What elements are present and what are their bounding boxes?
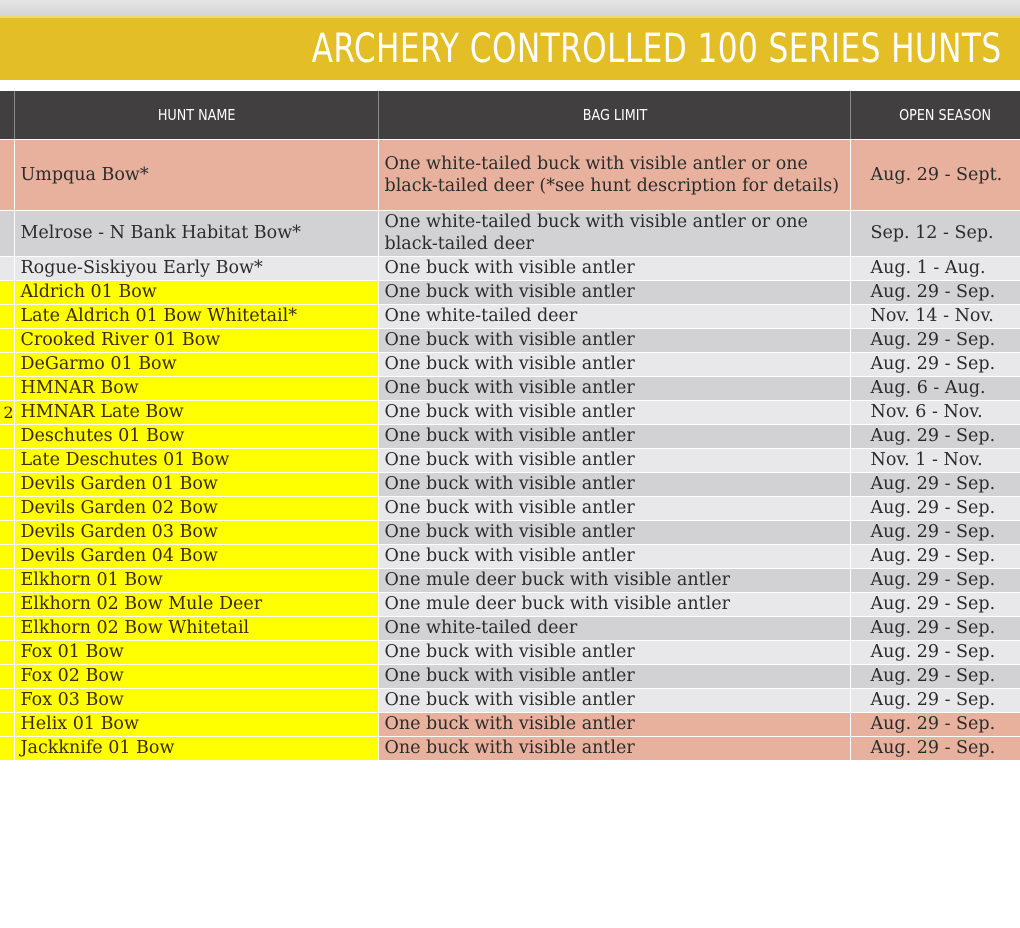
table-row — [0, 400, 1020, 424]
hunts-table — [0, 140, 1020, 761]
hunt-name-cell: HMNAR Bow — [14, 376, 378, 400]
open-season-cell: Aug. 29 - Sep. — [850, 520, 1020, 544]
unit-cell — [0, 448, 14, 472]
table-row — [0, 736, 1020, 760]
open-season-cell: Aug. 29 - Sep. — [850, 280, 1020, 304]
header-open-season: OPEN SEASON — [850, 91, 1020, 139]
unit-cell — [0, 256, 14, 280]
bag-limit-cell: One buck with visible antler — [378, 664, 850, 688]
hunt-name-cell: Elkhorn 02 Bow Mule Deer — [14, 592, 378, 616]
bag-limit-cell: One buck with visible antler — [378, 712, 850, 736]
unit-cell — [0, 304, 14, 328]
table-row — [0, 424, 1020, 448]
hunt-name-cell: Rogue-Siskiyou Early Bow* — [14, 256, 378, 280]
open-season-cell: Nov. 14 - Nov. — [850, 304, 1020, 328]
hunt-name-cell: Fox 03 Bow — [14, 688, 378, 712]
table-row — [0, 592, 1020, 616]
hunt-name-cell: Late Deschutes 01 Bow — [14, 448, 378, 472]
open-season-cell: Aug. 6 - Aug. — [850, 376, 1020, 400]
hunt-name-cell: Umpqua Bow* — [14, 140, 378, 210]
bag-limit-cell: One white-tailed deer — [378, 304, 850, 328]
unit-cell — [0, 568, 14, 592]
table-row — [0, 520, 1020, 544]
open-season-cell: Aug. 29 - Sep. — [850, 424, 1020, 448]
bag-limit-cell: One buck with visible antler — [378, 424, 850, 448]
open-season-cell: Aug. 29 - Sep. — [850, 496, 1020, 520]
unit-cell — [0, 592, 14, 616]
open-season-cell: Aug. 29 - Sep. — [850, 544, 1020, 568]
open-season-cell: Nov. 1 - Nov. — [850, 448, 1020, 472]
bag-limit-cell: One buck with visible antler — [378, 256, 850, 280]
bag-limit-cell: One buck with visible antler — [378, 448, 850, 472]
header-bag-limit: BAG LIMIT — [378, 91, 850, 139]
bag-limit-cell: One buck with visible antler — [378, 688, 850, 712]
table-row — [0, 544, 1020, 568]
open-season-cell: Aug. 29 - Sep. — [850, 688, 1020, 712]
title-banner — [0, 16, 1020, 80]
hunt-name-cell: DeGarmo 01 Bow — [14, 352, 378, 376]
table-row — [0, 328, 1020, 352]
unit-cell — [0, 688, 14, 712]
unit-cell — [0, 664, 14, 688]
table-row — [0, 640, 1020, 664]
table-row — [0, 304, 1020, 328]
table-row — [0, 664, 1020, 688]
unit-cell — [0, 328, 14, 352]
unit-cell — [0, 376, 14, 400]
hunt-name-cell: Deschutes 01 Bow — [14, 424, 378, 448]
open-season-cell: Aug. 29 - Sep. — [850, 568, 1020, 592]
unit-cell — [0, 520, 14, 544]
bag-limit-cell: One mule deer buck with visible antler — [378, 568, 850, 592]
bag-limit-cell: One buck with visible antler — [378, 544, 850, 568]
bag-limit-cell: One white-tailed buck with visible antler or one black-tailed deer (*see hunt description for details) — [378, 140, 850, 210]
table-row — [0, 352, 1020, 376]
unit-cell — [0, 496, 14, 520]
bag-limit-cell: One white-tailed deer — [378, 616, 850, 640]
table-row — [0, 472, 1020, 496]
table-row — [0, 568, 1020, 592]
open-season-cell: Nov. 6 - Nov. — [850, 400, 1020, 424]
unit-cell — [0, 616, 14, 640]
hunt-name-cell: Devils Garden 01 Bow — [14, 472, 378, 496]
open-season-cell: Aug. 29 - Sep. — [850, 640, 1020, 664]
hunt-name-cell: Fox 01 Bow — [14, 640, 378, 664]
table-row — [0, 496, 1020, 520]
open-season-cell: Aug. 29 - Sep. — [850, 664, 1020, 688]
bag-limit-cell: One buck with visible antler — [378, 496, 850, 520]
table-row — [0, 448, 1020, 472]
unit-cell — [0, 210, 14, 256]
bag-limit-cell: One buck with visible antler — [378, 520, 850, 544]
bag-limit-cell: One buck with visible antler — [378, 352, 850, 376]
hunt-name-cell: HMNAR Late Bow — [14, 400, 378, 424]
open-season-cell: Aug. 29 - Sep. — [850, 328, 1020, 352]
table-header — [0, 91, 1020, 139]
unit-cell — [0, 140, 14, 210]
unit-cell — [0, 472, 14, 496]
open-season-cell: Aug. 29 - Sep. — [850, 712, 1020, 736]
hunt-name-cell: Elkhorn 01 Bow — [14, 568, 378, 592]
hunt-name-cell: Late Aldrich 01 Bow Whitetail* — [14, 304, 378, 328]
open-season-cell: Sep. 12 - Sep. — [850, 210, 1020, 256]
unit-cell — [0, 712, 14, 736]
unit-cell — [0, 280, 14, 304]
hunt-name-cell: Helix 01 Bow — [14, 712, 378, 736]
open-season-cell: Aug. 1 - Aug. — [850, 256, 1020, 280]
page-title: ARCHERY CONTROLLED 100 SERIES HUNTS — [312, 26, 1002, 72]
bag-limit-cell: One mule deer buck with visible antler — [378, 592, 850, 616]
hunt-name-cell: Devils Garden 04 Bow — [14, 544, 378, 568]
open-season-cell: Aug. 29 - Sep. — [850, 736, 1020, 760]
bag-limit-cell: One buck with visible antler — [378, 400, 850, 424]
table-row — [0, 376, 1020, 400]
hunt-name-cell: Devils Garden 02 Bow — [14, 496, 378, 520]
open-season-cell: Aug. 29 - Sep. — [850, 472, 1020, 496]
bag-limit-cell: One buck with visible antler — [378, 376, 850, 400]
hunt-name-cell: Devils Garden 03 Bow — [14, 520, 378, 544]
hunt-name-cell: Fox 02 Bow — [14, 664, 378, 688]
unit-cell — [0, 352, 14, 376]
unit-cell — [0, 640, 14, 664]
open-season-cell: Aug. 29 - Sept. — [850, 140, 1020, 210]
header-hunt-name: HUNT NAME — [14, 91, 378, 139]
table-row — [0, 256, 1020, 280]
bag-limit-cell: One buck with visible antler — [378, 328, 850, 352]
open-season-cell: Aug. 29 - Sep. — [850, 592, 1020, 616]
table-row — [0, 210, 1020, 256]
hunt-name-cell: Jackknife 01 Bow — [14, 736, 378, 760]
hunt-name-cell: Crooked River 01 Bow — [14, 328, 378, 352]
hunt-name-cell: Aldrich 01 Bow — [14, 280, 378, 304]
bag-limit-cell: One white-tailed buck with visible antler or one black-tailed deer — [378, 210, 850, 256]
table-row — [0, 140, 1020, 210]
bag-limit-cell: One buck with visible antler — [378, 280, 850, 304]
unit-cell: 2 — [0, 400, 14, 424]
table-row — [0, 712, 1020, 736]
bag-limit-cell: One buck with visible antler — [378, 640, 850, 664]
bag-limit-cell: One buck with visible antler — [378, 472, 850, 496]
unit-cell — [0, 736, 14, 760]
open-season-cell: Aug. 29 - Sep. — [850, 352, 1020, 376]
hunt-name-cell: Melrose - N Bank Habitat Bow* — [14, 210, 378, 256]
unit-cell — [0, 424, 14, 448]
hunt-name-cell: Elkhorn 02 Bow Whitetail — [14, 616, 378, 640]
table-row — [0, 688, 1020, 712]
table-row — [0, 616, 1020, 640]
unit-cell — [0, 544, 14, 568]
open-season-cell: Aug. 29 - Sep. — [850, 616, 1020, 640]
bag-limit-cell: One buck with visible antler — [378, 736, 850, 760]
table-row — [0, 280, 1020, 304]
